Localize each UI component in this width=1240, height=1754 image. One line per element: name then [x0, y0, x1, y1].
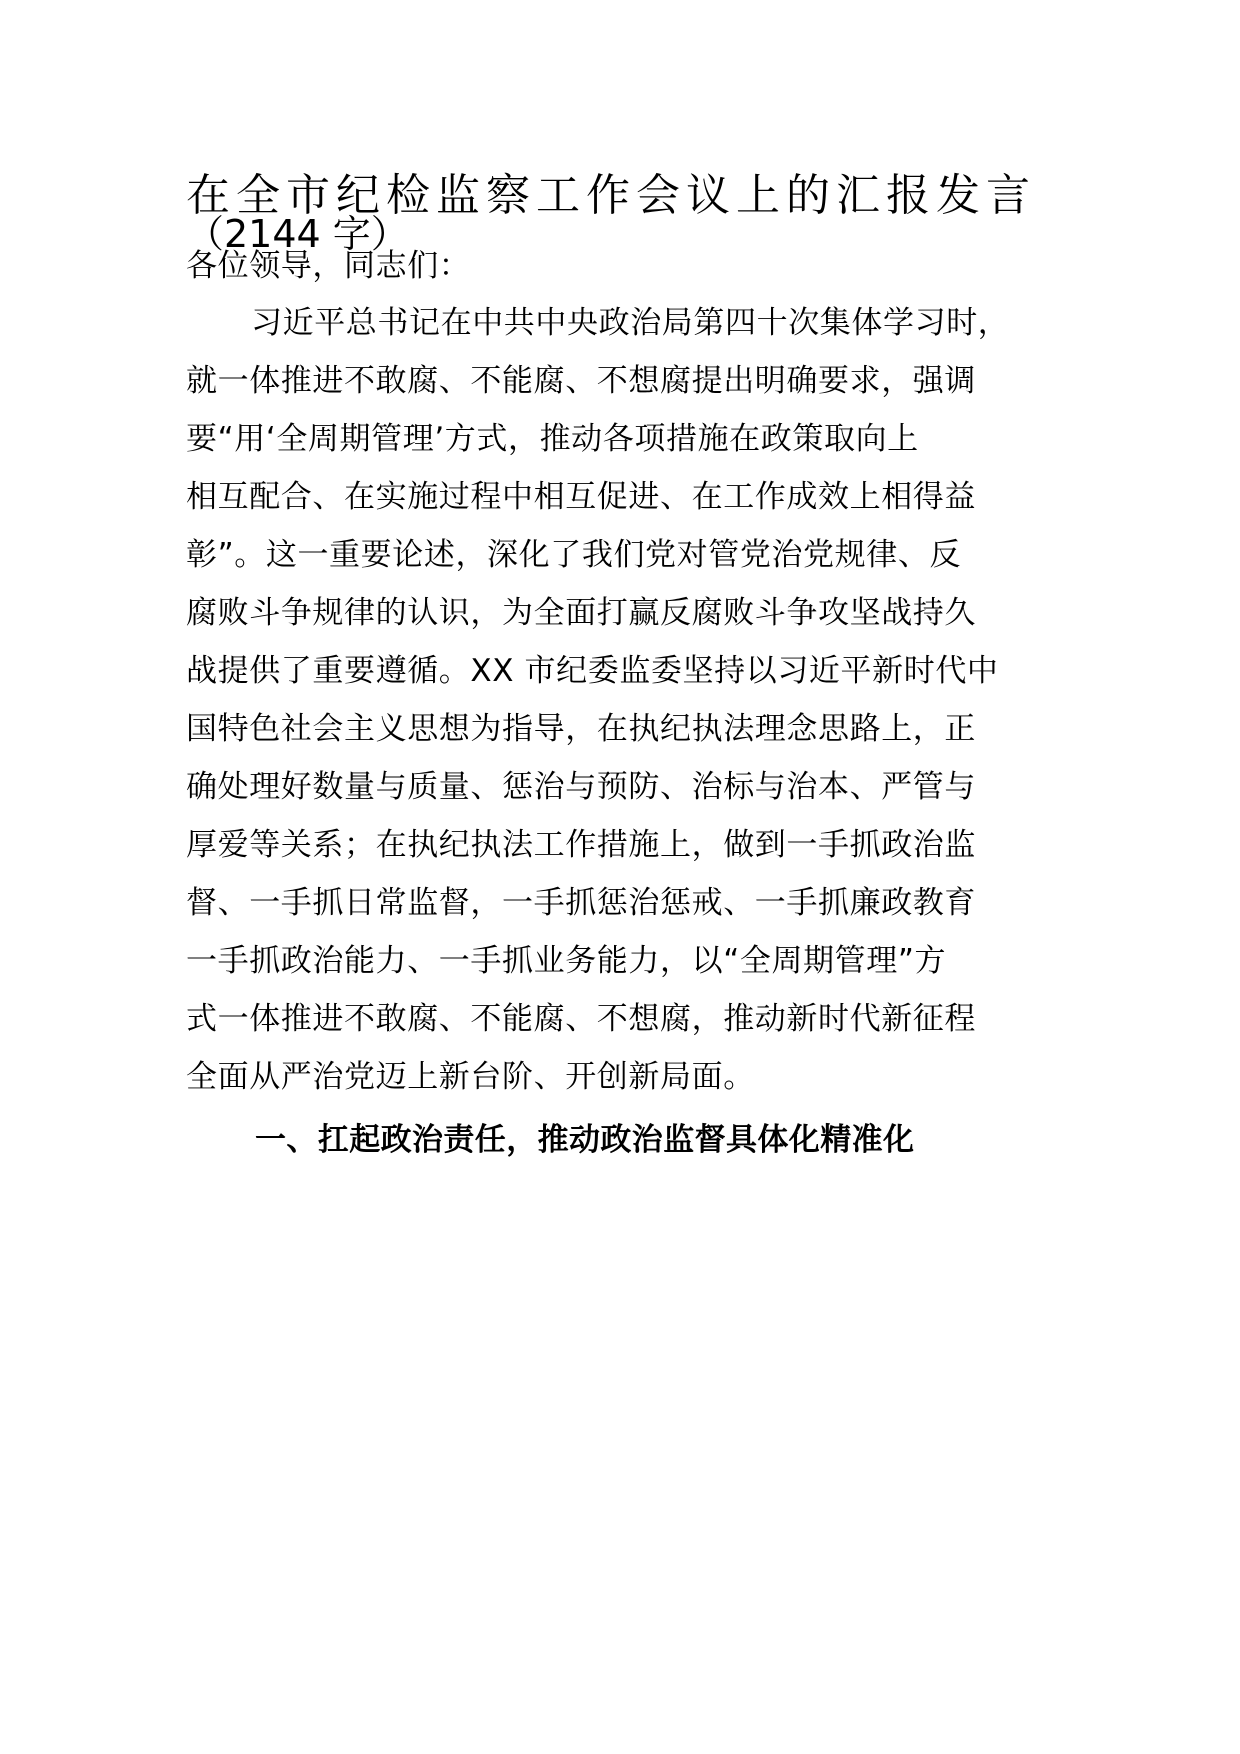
- paragraph-line: 督、一手抓日常监督，一手抓惩治惩戒、一手抓廉政教育: [186, 885, 976, 921]
- paragraph-line: 习近平总书记在中共中央政治局第四十次集体学习时，: [251, 305, 1010, 341]
- paragraph-line: 相互配合、在实施过程中相互促进、在工作成效上相得益: [186, 479, 976, 515]
- paragraph-line: 确处理好数量与质量、惩治与预防、治标与治本、严管与: [186, 769, 976, 805]
- paragraph-line: 式一体推进不敢腐、不能腐、不想腐，推动新时代新征程: [186, 1001, 976, 1037]
- paragraph-line: 全面从严治党迈上新台阶、开创新局面。: [186, 1059, 755, 1095]
- word-count-note: （2144 字）: [186, 212, 409, 256]
- paragraph-line: 厚爱等关系；在执纪执法工作措施上，做到一手抓政治监: [186, 827, 976, 863]
- document-title: 在全市纪检监察工作会议上的汇报发言: [186, 170, 1036, 221]
- paragraph-line: 腐败斗争规律的认识，为全面打赢反腐败斗争攻坚战持久: [186, 595, 976, 631]
- paragraph-line: 战提供了重要遵循。XX 市纪委监委坚持以习近平新时代中: [186, 653, 999, 689]
- section-heading: 一、扛起政治责任，推动政治监督具体化精准化: [255, 1122, 915, 1158]
- paragraph-line: 国特色社会主义思想为指导，在执纪执法理念思路上，正: [186, 711, 976, 747]
- paragraph-line: 一手抓政治能力、一手抓业务能力，以“全周期管理”方: [186, 943, 947, 979]
- paragraph-line: 彰”。这一重要论述，深化了我们党对管党治党规律、反: [186, 537, 962, 573]
- paragraph-line: 要“用‘全周期管理’方式，推动各项措施在政策取向上: [186, 421, 919, 457]
- paragraph-line: 就一体推进不敢腐、不能腐、不想腐提出明确要求，强调: [186, 363, 976, 399]
- salutation: 各位领导，同志们：: [186, 248, 471, 284]
